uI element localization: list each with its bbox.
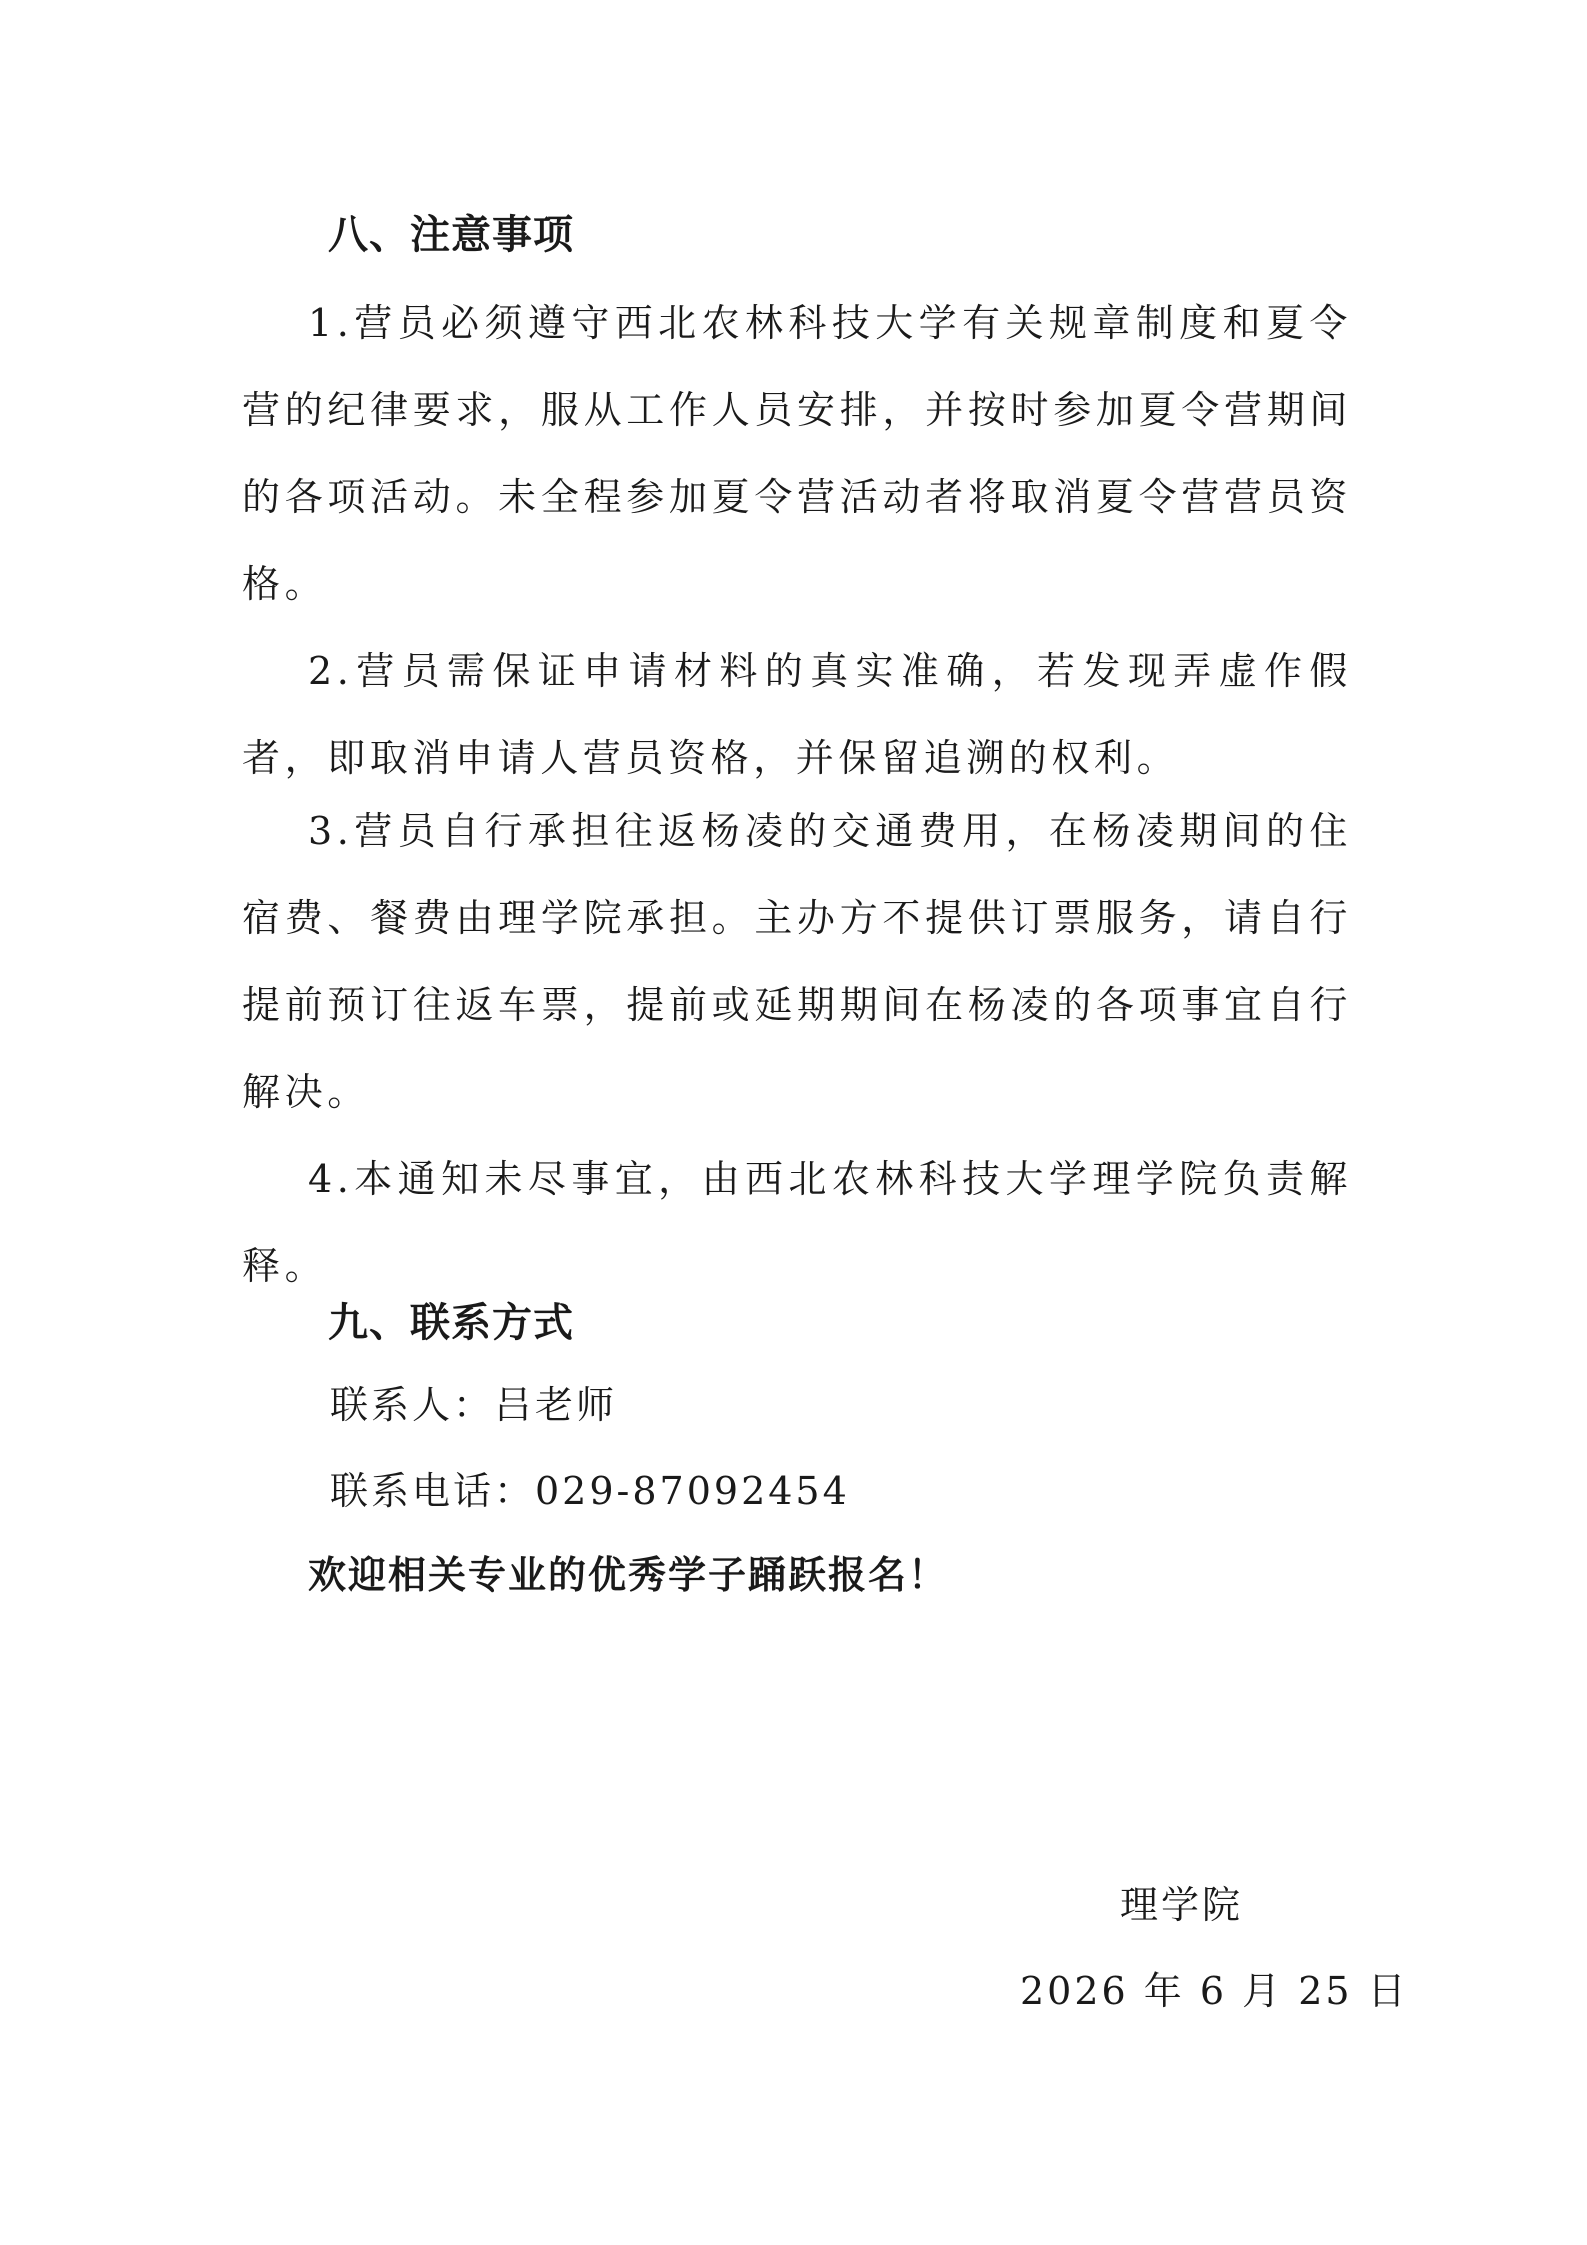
- notice-item-4: 4.本通知未尽事宜，由西北农林科技大学理学院负责解释。: [242, 1157, 1352, 1288]
- contact-person: 联系人：吕老师: [330, 1383, 618, 1427]
- notice-item-3: 3.营员自行承担往返杨凌的交通费用，在杨凌期间的住宿费、餐费由理学院承担。主办方不提供订票服务，请自行提前预订往返车票，提前或延期期间在杨凌的各项事宜自行解决。: [242, 809, 1352, 1114]
- welcome-message: 欢迎相关专业的优秀学子踊跃报名！: [308, 1553, 949, 1597]
- section-9-heading: 九、联系方式: [328, 1300, 574, 1346]
- signature-date: 2026 年 6 月 25 日: [1020, 1969, 1409, 2013]
- signature-organization: 理学院: [1120, 1883, 1244, 1927]
- contact-phone: 联系电话：029-87092454: [330, 1469, 850, 1513]
- section-8-heading: 八、注意事项: [328, 212, 574, 258]
- notice-item-2: 2.营员需保证申请材料的真实准确，若发现弄虚作假者，即取消申请人营员资格，并保留追溯的权利。: [242, 649, 1352, 780]
- notice-item-1: 1.营员必须遵守西北农林科技大学有关规章制度和夏令营的纪律要求，服从工作人员安排，并按时参加夏令营期间的各项活动。未全程参加夏令营活动者将取消夏令营营员资格。: [242, 301, 1352, 606]
